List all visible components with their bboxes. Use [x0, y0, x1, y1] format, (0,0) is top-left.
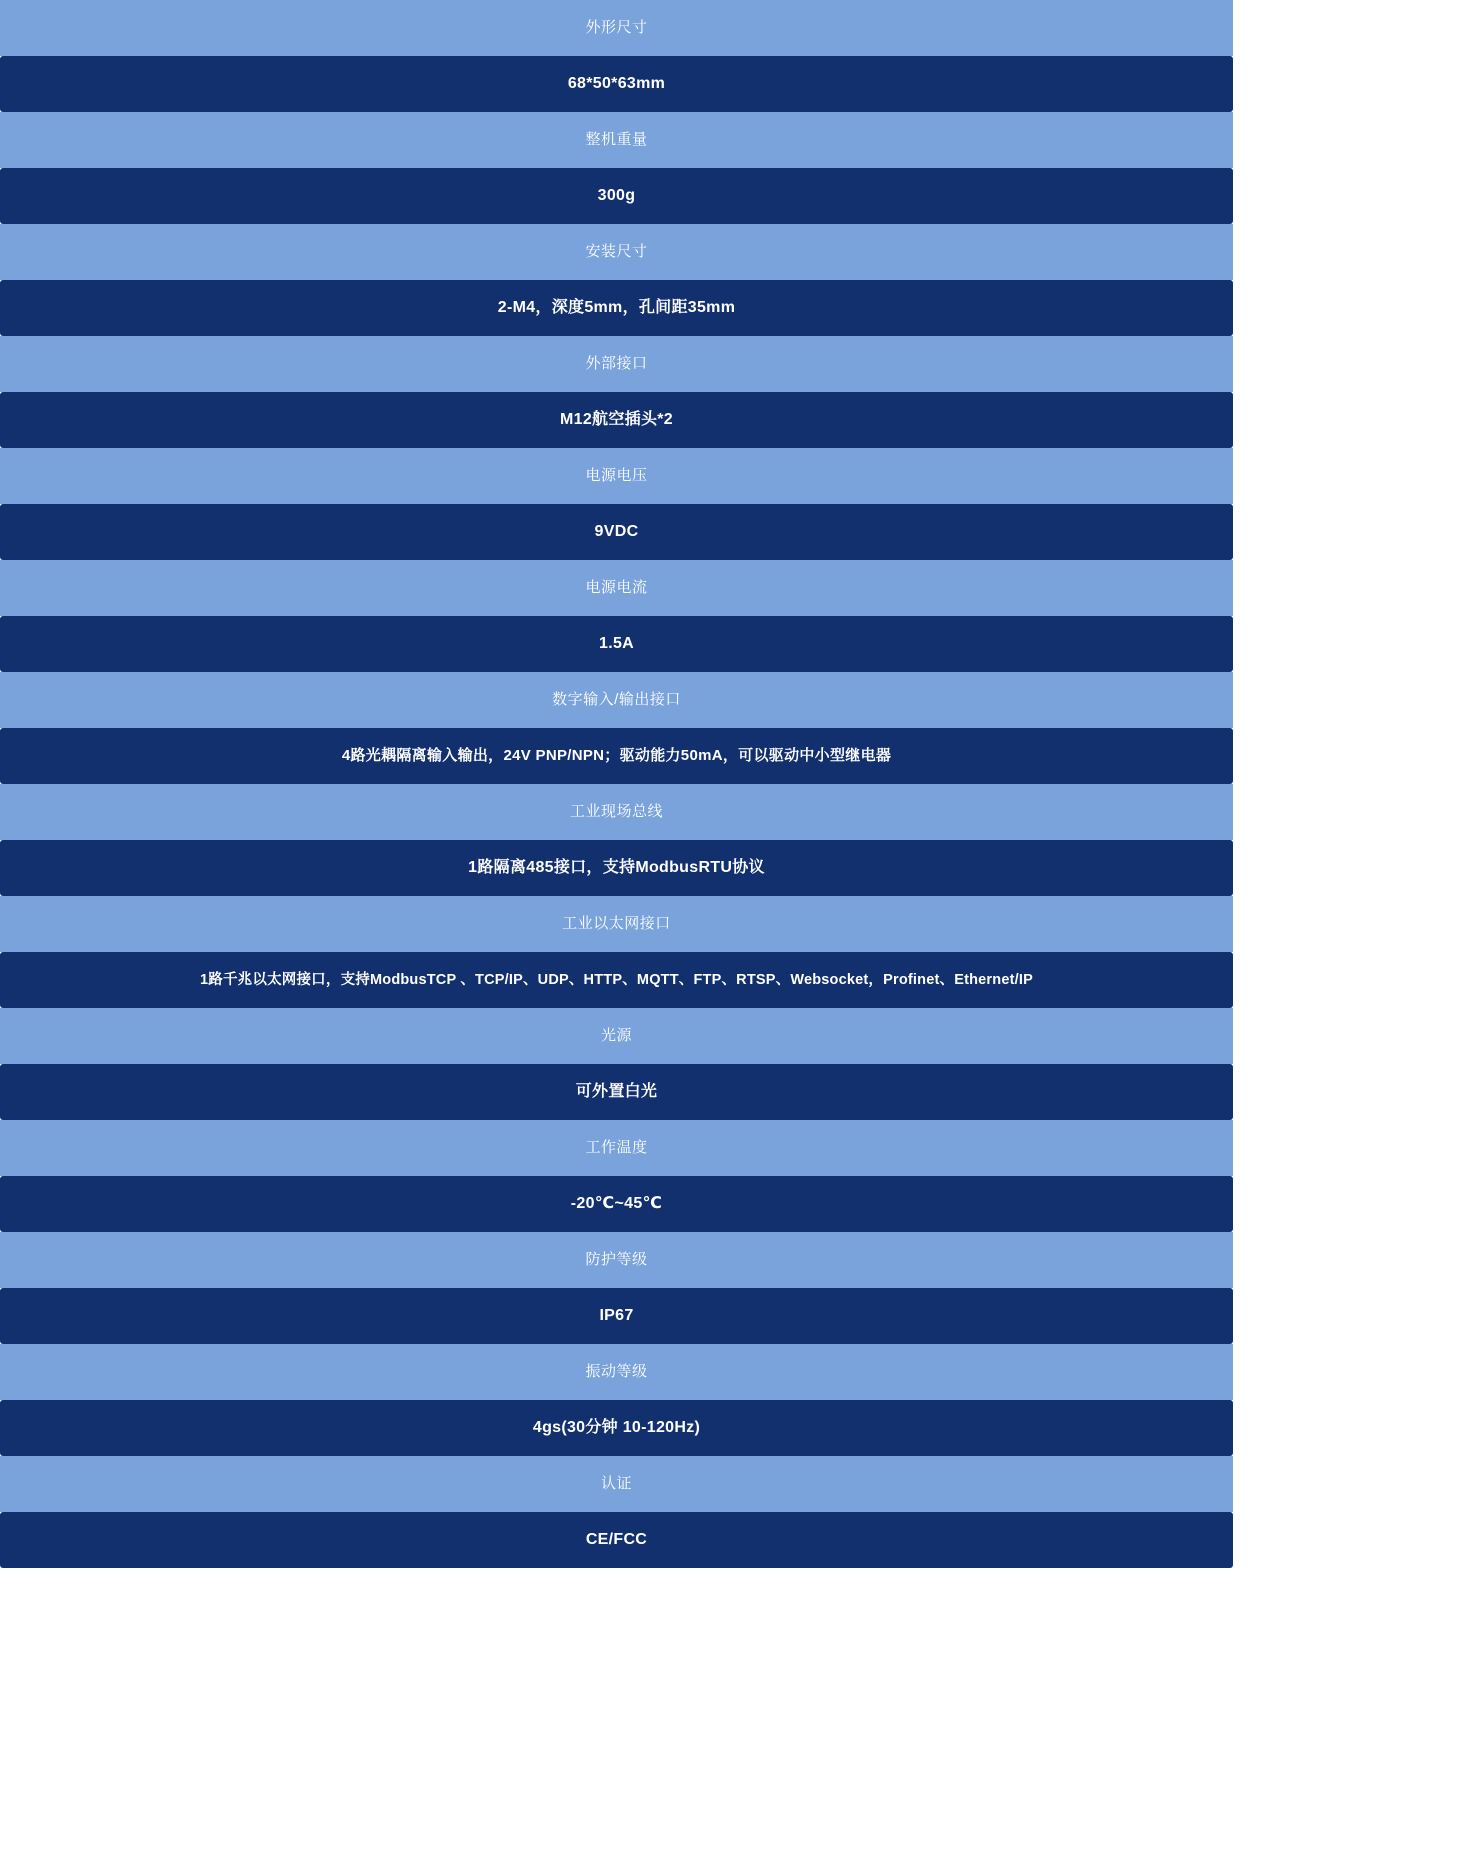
spec-value-row: [0, 504, 1233, 560]
spec-value-text: -20℃~45℃: [570, 1195, 663, 1212]
spec-value-text: 68*50*63mm: [567, 75, 666, 92]
spec-label-text: 工作温度: [585, 1138, 648, 1156]
spec-label-row: [0, 0, 1233, 56]
spec-value-row: [0, 168, 1233, 224]
spec-value-row: [0, 840, 1233, 896]
spec-value-row: [0, 1400, 1233, 1456]
spec-value-text: 300g: [597, 187, 636, 204]
spec-label-text: 外部接口: [585, 354, 648, 372]
spec-label-row: [0, 1456, 1233, 1512]
spec-value-row: [0, 1176, 1233, 1232]
spec-label-row: [0, 224, 1233, 280]
spec-value-text: 可外置白光: [575, 1083, 658, 1100]
spec-value-text: IP67: [599, 1307, 634, 1324]
spec-value-text: 4gs(30分钟 10-120Hz): [532, 1419, 701, 1436]
spec-label-row: [0, 336, 1233, 392]
spec-label-row: [0, 1120, 1233, 1176]
spec-label-row: [0, 1008, 1233, 1064]
spec-label-row: [0, 896, 1233, 952]
spec-value-row: [0, 56, 1233, 112]
spec-value-text: 2-M4，深度5mm，孔间距35mm: [497, 299, 736, 316]
spec-value-row: [0, 616, 1233, 672]
spec-label-text: 防护等级: [585, 1250, 648, 1268]
spec-value-row: [0, 1288, 1233, 1344]
spec-value-row: [0, 1512, 1233, 1568]
spec-value-text: M12航空插头*2: [560, 411, 673, 428]
spec-label-text: 光源: [600, 1026, 632, 1044]
spec-value-row: [0, 952, 1233, 1008]
spec-label-row: [0, 112, 1233, 168]
spec-value-text: 1路千兆以太网接口，支持ModbusTCP 、TCP/IP、UDP、HTTP、MQTT、FTP、RTSP、Websocket，Profinet、Ethernet/IP: [200, 971, 1033, 988]
spec-label-text: 工业现场总线: [569, 802, 663, 820]
spec-value-text: 4路光耦隔离输入输出，24V PNP/NPN；驱动能力50mA，可以驱动中小型继电器: [341, 746, 892, 764]
spec-value-text: 1.5A: [599, 635, 634, 652]
spec-value-row: [0, 1064, 1233, 1120]
spec-label-row: [0, 672, 1233, 728]
spec-value-row: [0, 728, 1233, 784]
spec-label-text: 整机重量: [585, 130, 648, 148]
spec-label-row: [0, 1232, 1233, 1288]
spec-value-row: [0, 392, 1233, 448]
spec-label-text: 认证: [600, 1474, 632, 1492]
spec-label-text: 安装尺寸: [585, 242, 648, 260]
spec-label-row: [0, 560, 1233, 616]
spec-value-text: 9VDC: [594, 523, 639, 540]
spec-label-text: 外形尺寸: [585, 18, 648, 36]
spec-value-row: [0, 280, 1233, 336]
spec-label-text: 数字输入/输出接口: [552, 690, 681, 708]
spec-label-text: 振动等级: [585, 1362, 648, 1380]
spec-label-row: [0, 448, 1233, 504]
spec-label-row: [0, 784, 1233, 840]
spec-value-text: 1路隔离485接口，支持ModbusRTU协议: [468, 859, 765, 876]
spec-label-text: 电源电压: [585, 466, 648, 484]
spec-label-text: 工业以太网接口: [562, 914, 671, 932]
spec-label-row: [0, 1344, 1233, 1400]
spec-label-text: 电源电流: [585, 578, 648, 596]
spec-value-text: CE/FCC: [585, 1531, 648, 1548]
